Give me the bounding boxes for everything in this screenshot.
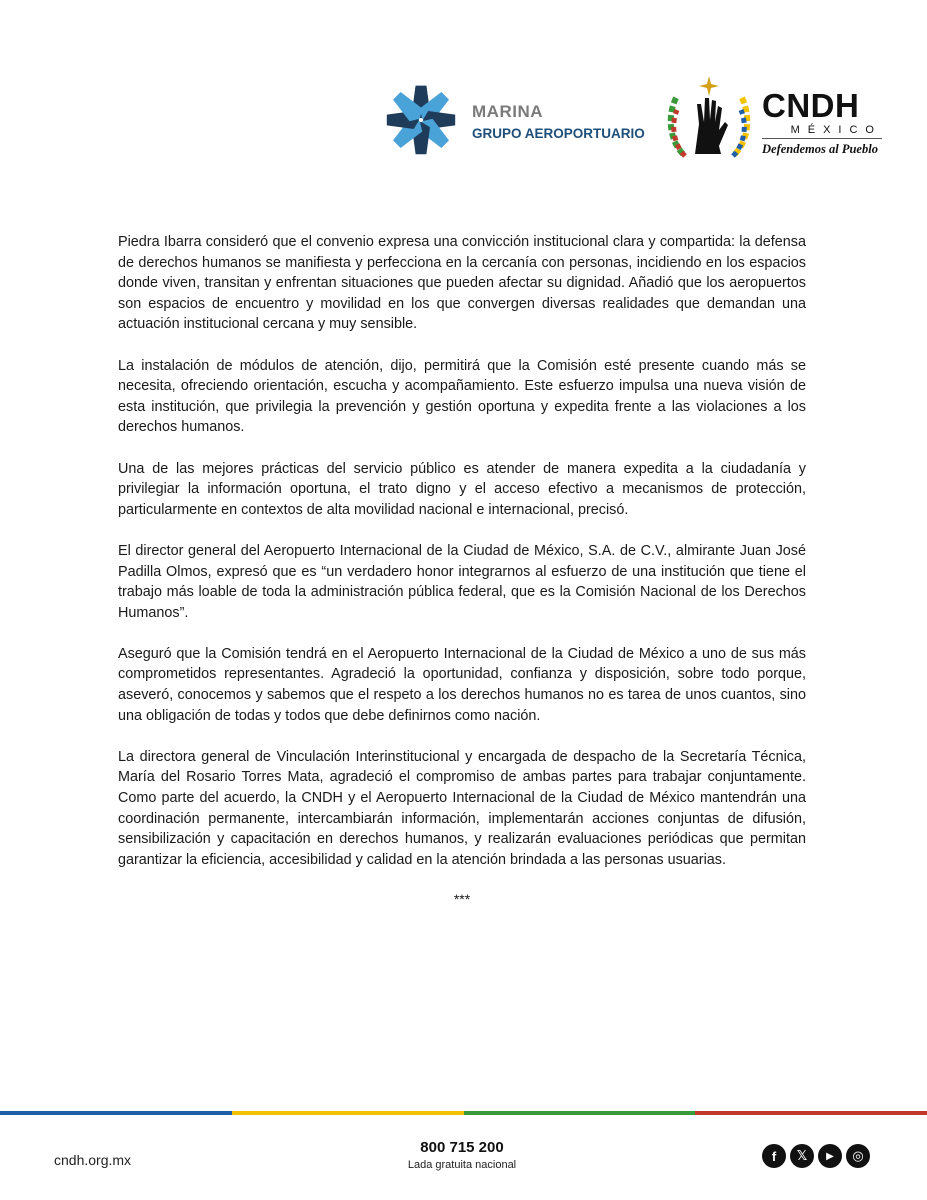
color-bar-segment [232,1111,464,1115]
color-bar-segment [464,1111,696,1115]
end-separator: *** [453,891,471,907]
paragraph: Una de las mejores prácticas del servicio público es atender de manera expedita a la ciudadanía y privilegiar la información oportuna, el trato digno y el acceso efectivo a mecanismos de protección, particularmente en contextos de alta movilidad nacional e internacional, precisó. [118,460,806,518]
paragraph: Aseguró que la Comisión tendrá en el Aeropuerto Internacional de la Ciudad de México a uno de sus más comprometidos representantes. Agradeció la oportunidad, confianza y disposición, sobre todo porque, aseveró, conocemos y sabemos que el respeto a los derechos humanos no es tarea de unos cuantos, sino una obligación de todas y todos que debe definirnos como nación. [118,645,806,724]
social-links [762,1144,870,1168]
phone-label: Lada gratuita nacional [407,1159,517,1171]
youtube-icon[interactable]: ▶ [818,1144,842,1168]
cndh-motto: Defendemos al Pueblo [762,142,878,156]
marina-wordmark [472,102,645,141]
color-bar-segment [0,1111,232,1115]
page-header [0,70,927,170]
paragraph: La instalación de módulos de atención, dijo, permitirá que la Comisión esté presente cuando más se necesita, ofreciendo orientación, escucha y acompañamiento. Este esfuerzo impulsa una nueva visión de esta institución, que privilegia la prevención y gestión oportuna y expedita frente a las violaciones a los derechos humanos. [118,357,806,436]
color-bar-segment [695,1111,927,1115]
x-icon[interactable]: 𝕏 [790,1144,814,1168]
phone-number: 800 715 200 [420,1139,504,1156]
cndh-divider [762,138,882,139]
instagram-icon[interactable]: ◎ [846,1144,870,1168]
cndh-name: CNDH [762,87,860,124]
press-release-body [118,232,806,907]
marina-subtitle: GRUPO AEROPORTUARIO [472,126,645,141]
cndh-emblem-icon [663,74,755,166]
paragraph: La directora general de Vinculación Interinstitucional y encargada de despacho de la Secretaría Técnica, María del Rosario Torres Mata, agradeció el compromiso de ambas partes para trabajar conjuntamente. Como parte del acuerdo, la CNDH y el Aeropuerto Internacional de la Ciudad de México mantendrán una coordinación permanente, intercambiarán información, implementarán acciones conjuntas de difusión, sensibilización y capacitación en derechos humanos, y realizarán evaluaciones periódicas que permitan garantizar la eficiencia, accesibilidad y calidad en la atención brindada a las personas usuarias. [118,748,806,868]
marina-name: MARINA [472,102,543,121]
paragraph: Piedra Ibarra consideró que el convenio expresa una convicción institucional clara y compartida: la defensa de derechos humanos se manifiesta y perfecciona en la cercanía con personas, incidiendo en los espacios donde viven, transitan y enfrentan situaciones que pueden afectar su dignidad. Añadió que los aeropuertos son espacios de encuentro y movilidad en los que convergen diversas realidades que demandan una actuación institucional cercana y muy sensible. [118,234,806,333]
facebook-icon[interactable]: f [762,1144,786,1168]
paragraph: El director general del Aeropuerto Internacional de la Ciudad de México, S.A. de C.V., almirante Juan José Padilla Olmos, expresó que es “un verdadero honor integrarnos al esfuerzo de una institución que tiene el trabajo más loable de toda la administración pública federal, que es la Comisión Nacional de los Derechos Humanos”. [118,542,806,621]
footer-color-bar [0,1111,927,1115]
cndh-country: MÉXICO [790,124,882,136]
phone-block [362,1139,562,1171]
cndh-wordmark [762,87,882,157]
marina-logo-icon [385,84,457,156]
website-link[interactable]: cndh.org.mx [54,1152,132,1168]
